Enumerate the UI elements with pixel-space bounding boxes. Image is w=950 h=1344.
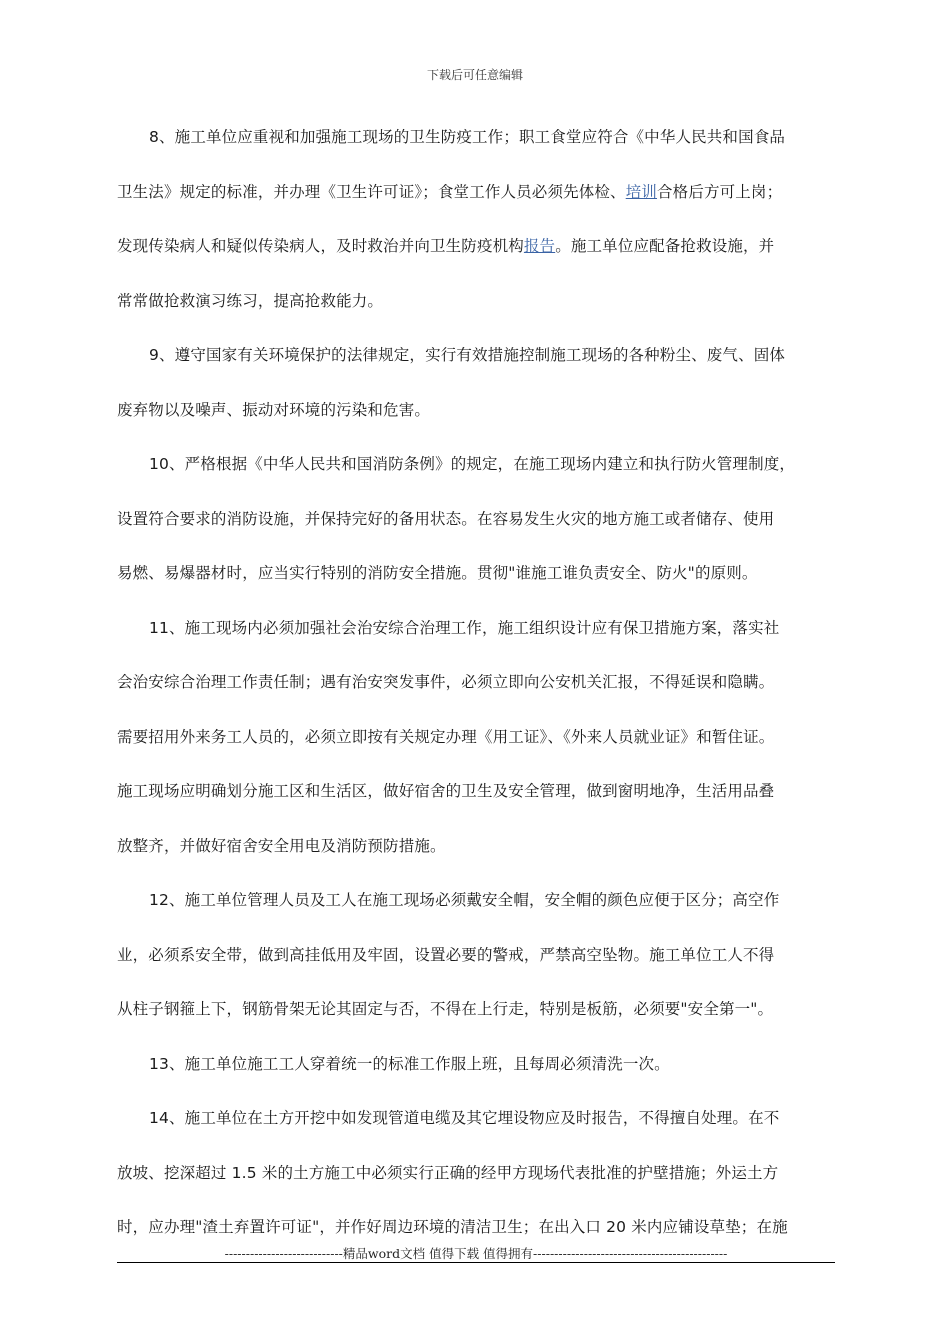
- line-text: 。施工单位应配备抢救设施，并: [555, 237, 775, 255]
- inline-number: 1.5: [231, 1163, 257, 1182]
- line-text: 、施工单位在土方开挖中如发现管道电缆及其它埋设物应及时报告，不得擅自处理。在不: [169, 1109, 780, 1127]
- paragraph-8: [117, 110, 833, 328]
- paragraph-line: 需要招用外来务工人员的，必须立即按有关规定办理《用工证》、《外来人员就业证》和暂住证。: [117, 727, 775, 746]
- paragraph-line: [117, 328, 833, 383]
- line-text: 、施工现场内必须加强社会治安综合治理工作，施工组织设计应有保卫措施方案，落实社: [169, 618, 780, 637]
- paragraph-line: 设置符合要求的消防设施，并保持完好的备用状态。在容易发生火灾的地方施工或者储存、使用: [117, 509, 775, 528]
- item-number: 14: [149, 1109, 170, 1127]
- line-text: 时，应办理"渣土弃置许可证"，并作好周边环境的清洁卫生；在出入口: [117, 1218, 607, 1236]
- line-text: 、严格根据《中华人民共和国消防条例》的规定，在施工现场内建立和执行防火管理制度，: [169, 455, 796, 473]
- item-number: 13: [149, 1054, 170, 1073]
- paragraph-11: [117, 601, 833, 874]
- line-text: 、施工单位应重视和加强施工现场的卫生防疫工作；职工食堂应符合《中华人民共和国食品: [159, 128, 786, 146]
- paragraph-line: [117, 601, 833, 656]
- link-report[interactable]: 报告: [523, 237, 556, 255]
- paragraph-line: [117, 437, 833, 492]
- paragraph-line: 易燃、易爆器材时，应当实行特别的消防安全措施。贯彻"谁施工谁负责安全、防火"的原则。: [117, 564, 758, 582]
- paragraph-line: 业，必须系安全带，做到高挂低用及牢固，设置必要的警戒，严禁高空坠物。施工单位工人不得: [117, 945, 775, 964]
- paragraph-13: [117, 1037, 833, 1092]
- paragraph-line: [117, 1146, 833, 1201]
- document-body: [117, 110, 833, 1255]
- paragraph-line: 废弃物以及噪声、振动对环境的污染和危害。: [117, 400, 431, 419]
- page-header: 下载后可任意编辑: [426, 68, 523, 82]
- paragraph-12: [117, 873, 833, 1037]
- paragraph-10: [117, 437, 833, 601]
- paragraph-line: [117, 1091, 833, 1146]
- page-footer: ----------------------------精品word文档 值得下载 值得拥有----------------------------------------------: [224, 1246, 728, 1261]
- line-text: 、遵守国家有关环境保护的法律规定，实行有效措施控制施工现场的各种粉尘、废气、固体: [159, 346, 786, 364]
- line-text: 米的土方施工中必须实行正确的经甲方现场代表批准的护壁措施；外运土方: [256, 1163, 779, 1182]
- paragraph-line: [117, 165, 833, 220]
- footer-divider: [117, 1262, 835, 1263]
- link-training[interactable]: 培训: [625, 182, 658, 201]
- line-text: 米内应铺设草垫；在施: [626, 1218, 788, 1236]
- paragraph-line: 从柱子钢箍上下，钢筋骨架无论其固定与否，不得在上行走，特别是板筋，必须要"安全第一"。: [117, 1000, 774, 1018]
- line-text: 发现传染病人和疑似传染病人，及时救治并向卫生防疫机构: [117, 237, 524, 255]
- paragraph-line: 放整齐，并做好宿舍安全用电及消防预防措施。: [117, 836, 446, 855]
- item-number: 12: [149, 891, 170, 909]
- paragraph-line: [117, 873, 833, 928]
- line-text: 放坡、挖深超过: [117, 1163, 232, 1182]
- paragraph-line: 施工现场应明确划分施工区和生活区，做好宿舍的卫生及安全管理，做到窗明地净，生活用品叠: [117, 782, 775, 800]
- paragraph-line: 会治安综合治理工作责任制；遇有治安突发事件，必须立即向公安机关汇报，不得延误和隐瞒。: [117, 673, 775, 691]
- paragraph-14: [117, 1091, 833, 1255]
- line-text: 合格后方可上岗；: [657, 182, 783, 201]
- paragraph-9: [117, 328, 833, 437]
- line-text: 、施工单位管理人员及工人在施工现场必须戴安全帽，安全帽的颜色应便于区分；高空作: [169, 891, 780, 909]
- line-text: 卫生法》规定的标准，并办理《卫生许可证》；食堂工作人员必须先体检、: [117, 182, 626, 201]
- inline-number: 20: [606, 1218, 627, 1236]
- item-number: 9: [149, 346, 160, 364]
- item-number: 11: [149, 618, 170, 637]
- paragraph-line: [117, 219, 833, 274]
- paragraph-line: [117, 1037, 833, 1092]
- paragraph-line: 常常做抢救演习练习，提高抢救能力。: [117, 291, 384, 310]
- line-text: 、施工单位施工工人穿着统一的标准工作服上班，且每周必须清洗一次。: [169, 1054, 670, 1073]
- paragraph-line: [117, 110, 833, 165]
- item-number: 8: [149, 128, 160, 146]
- item-number: 10: [149, 455, 170, 473]
